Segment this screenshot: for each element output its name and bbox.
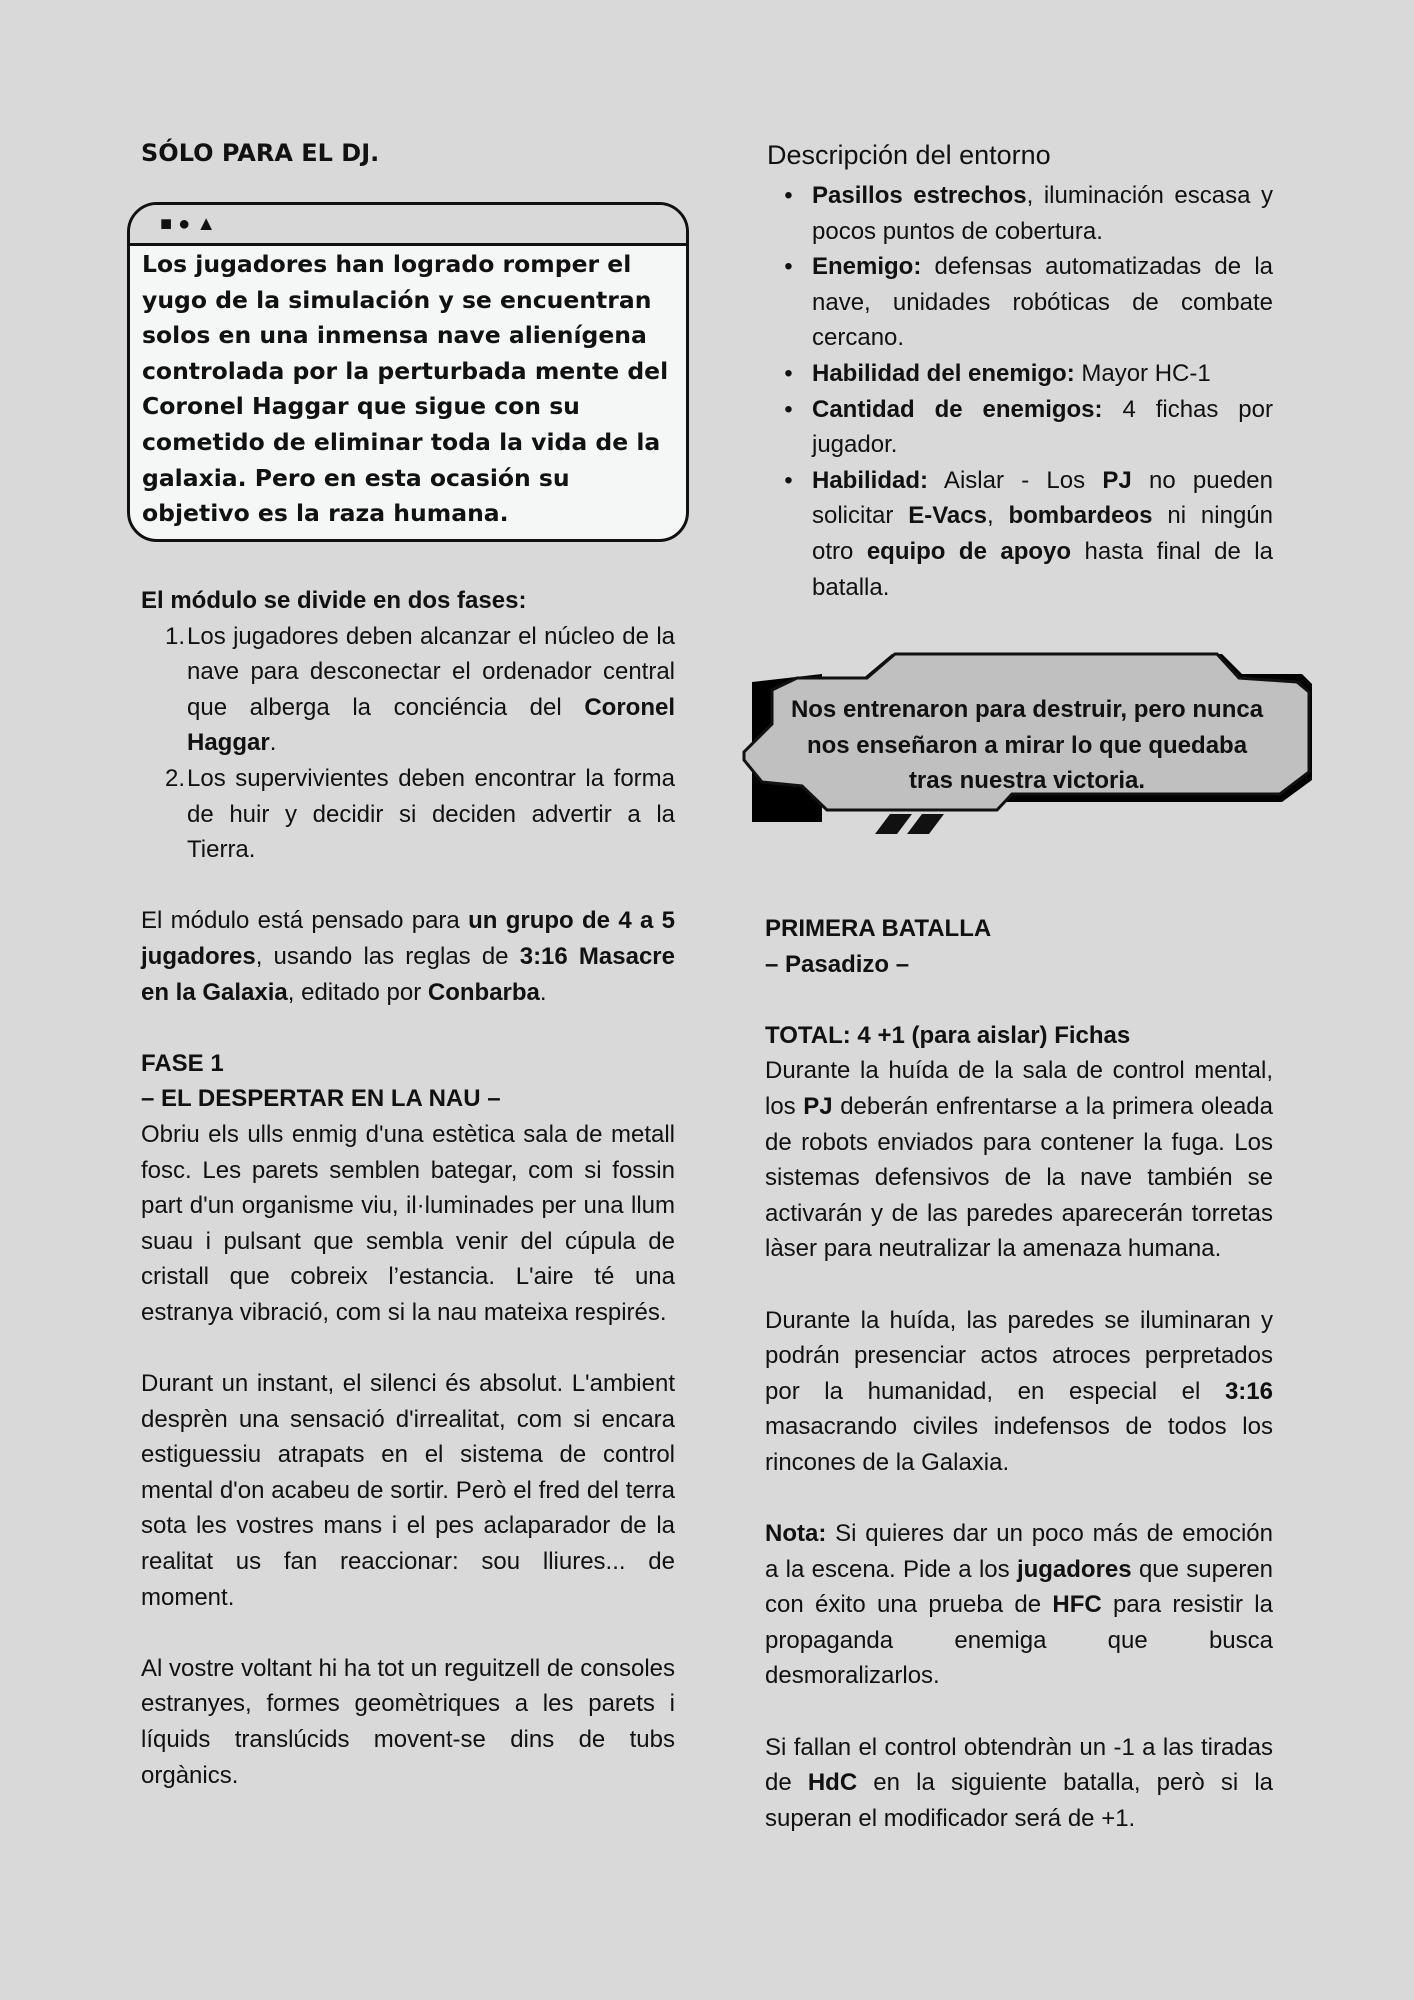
environment-list bbox=[765, 178, 1273, 605]
module-heading: El módulo se divide en dos fases: bbox=[141, 587, 527, 614]
circle-icon: ● bbox=[178, 213, 191, 235]
dj-box-text: Los jugadores han logrado romper el yugo de la simulación y se encuentran solos en una inmensa nave alienígena controlada por la perturbada mente del Coronel Haggar que sigue con su cometido de eliminar toda la vida de la galaxia. Pero en esta ocasión su objetivo es la raza humana. bbox=[142, 250, 669, 528]
environment-title: Descripción del entorno bbox=[767, 140, 1051, 170]
environment-list-wrap bbox=[765, 178, 1273, 605]
bullet-icon: • bbox=[784, 253, 793, 281]
bullet-icon: • bbox=[784, 182, 793, 209]
fase1-paragraph-1: Obriu els ulls enmig d'una estètica sala de metall fosc. Les parets semblen bategar, com si fossin part d'un organisme viu, il·luminades per una llum suau i pulsant que sembla venir del cúpula de cristall que cobreix l’estancia. L'aire té una estranya vibració, com si la nau mateixa respirés. bbox=[141, 1120, 675, 1326]
list-item: • Cantidad de enemigos: 4 fichas por jugador. bbox=[765, 392, 1273, 463]
list-item: • Pasillos estrechos, iluminación escasa y pocos puntos de cobertura. bbox=[765, 178, 1273, 249]
list-item: • Habilidad del enemigo: Mayor HC-1 bbox=[765, 356, 1273, 392]
battle-title: PRIMERA BATALLA bbox=[765, 915, 992, 942]
bullet-icon: • bbox=[784, 466, 793, 494]
dj-section-title: SÓLO PARA EL DJ. bbox=[141, 139, 380, 167]
quote-callout bbox=[742, 652, 1314, 844]
fase1-title: FASE 1 bbox=[141, 1049, 224, 1077]
fase1-paragraph-2: Durant un instant, el silenci és absolut. L'ambient desprèn una sensació d'irrealitat, com si encara estiguessiu atrapats en el sistema de control mental d'on acabeu de sortir. Però el fred del terra sota les vostres mans i el pes aclaparador de la realitat us fan reaccionar: sou lliures... de moment. bbox=[141, 1370, 675, 1611]
fase1-paragraph-3: Al vostre voltant hi ha tot un reguitzell de consoles estranyes, formes geomètriques a les parets i líquids translúcids movent-se dins de tubs orgànics. bbox=[141, 1654, 675, 1789]
battle-total: TOTAL: 4 +1 (para aislar) Fichas bbox=[765, 1021, 1131, 1049]
list-item: • Habilidad: Aislar - Los PJ no pueden solicitar E-Vacs, bombardeos ni ningún otro equipo de apoyo hasta final de la batalla. bbox=[765, 463, 1273, 605]
triangle-icon: ▲ bbox=[196, 213, 216, 235]
phase-list bbox=[141, 619, 675, 868]
battle-subtitle: – Pasadizo – bbox=[765, 950, 910, 978]
battle-section bbox=[765, 911, 1273, 1836]
list-item: 1. Los jugadores deben alcanzar el núcleo de la nave para desconectar el ordenador central que alberga la conciéncia del Coronel Haggar. bbox=[164, 622, 675, 757]
fase1-subtitle: – EL DESPERTAR EN LA NAU – bbox=[141, 1085, 501, 1113]
battle-note: Nota: Si quieres dar un poco más de emoción a la escena. Pide a los jugadores que superen con éxito una prueba de HFC para resistir la propaganda enemiga que busca desmoralizarlos. bbox=[765, 1520, 1274, 1690]
square-icon: ■ bbox=[160, 213, 173, 235]
dj-box-header bbox=[130, 205, 686, 246]
battle-paragraph-1: Durante la huída de la sala de control mental, los PJ deberán enfrentarse a la primera oleada de robots enviados para contener la fuga. Los sistemas defensivos de la nave también se activarán y de las paredes aparecerán torretas làser para neutralizar la amenaza humana. bbox=[765, 1057, 1273, 1263]
battle-paragraph-2: Durante la huída, las paredes se iluminaran y podrán presenciar actos atroces perpretados por la humanidad, en especial el 3:16 masacrando civiles indefensos de todos los rincones de la Galaxia. bbox=[765, 1306, 1273, 1476]
bullet-icon: • bbox=[784, 359, 793, 387]
list-item: • Enemigo: defensas automatizadas de la nave, unidades robóticas de combate cercano. bbox=[765, 249, 1273, 356]
battle-paragraph-4: Si fallan el control obtendràn un -1 a las tiradas de HdC en la siguiente batalla, però si la superan el modificador será de +1. bbox=[765, 1733, 1273, 1832]
left-column-body bbox=[141, 583, 675, 1793]
list-item: 2. Los supervivientes deben encontrar la forma de huir y decidir si deciden advertir a la Tierra. bbox=[164, 764, 675, 864]
bullet-icon: • bbox=[784, 395, 793, 423]
module-paragraph: El módulo está pensado para un grupo de 4 a 5 jugadores, usando las reglas de 3:16 Masacre en la Galaxia, editado por Conbarba. bbox=[141, 907, 675, 1006]
quote-text: Nos entrenaron para destruir, pero nunca nos enseñaron a mirar lo que quedaba tras nuestra victoria. bbox=[790, 696, 1264, 795]
dj-callout-box bbox=[127, 202, 689, 542]
